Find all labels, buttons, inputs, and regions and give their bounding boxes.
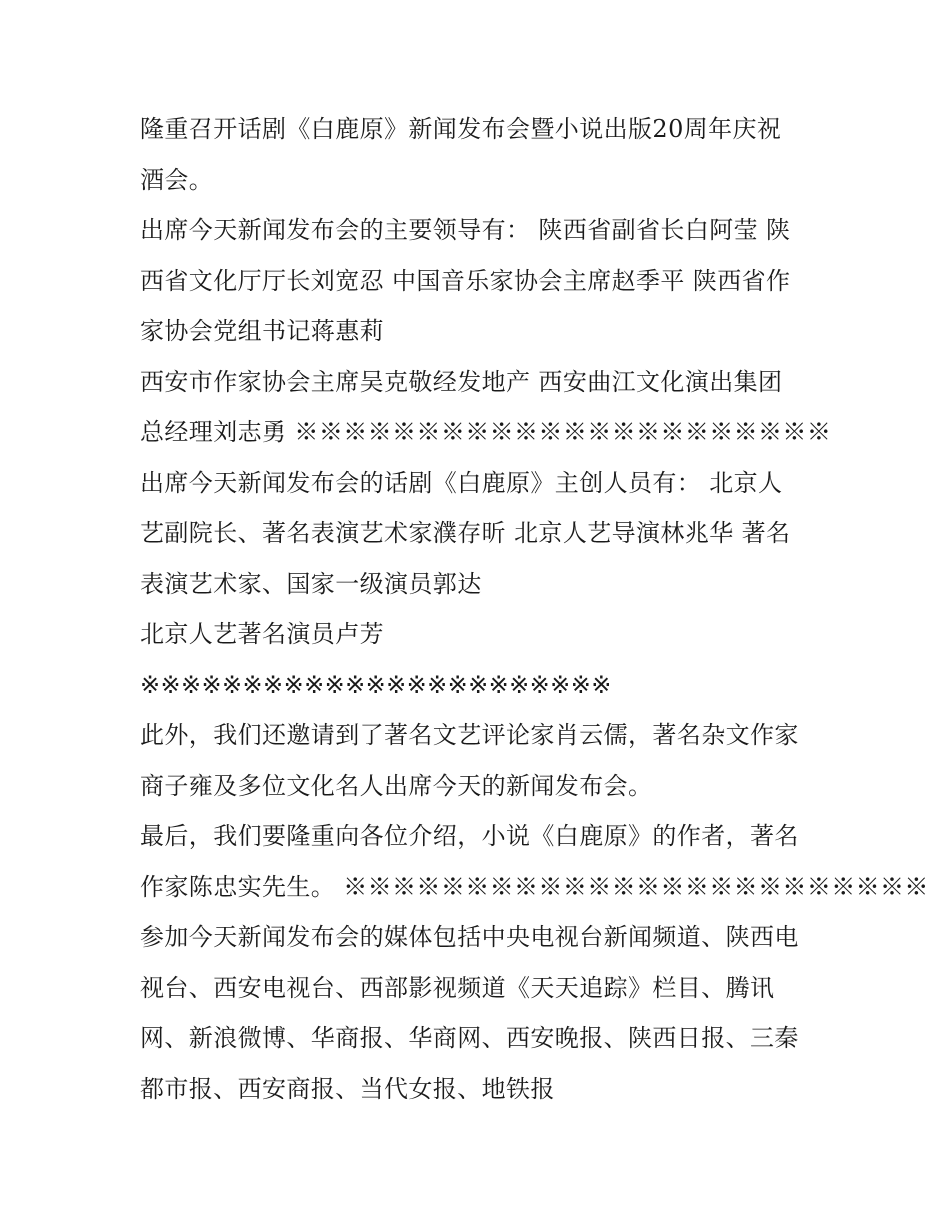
text-line: 此外，我们还邀请到了著名文艺评论家肖云儒，著名杂文作家 — [140, 721, 799, 749]
text-line: 商子雍及多位文化名人出席今天的新闻发布会。 — [140, 771, 653, 800]
text-line: 家协会党组书记蒋惠莉 — [140, 317, 384, 345]
text-line: 网、新浪微博、华商报、华商网、西安晚报、陕西日报、三秦 — [140, 1024, 799, 1052]
text-line: 最后，我们要隆重向各位介绍，小说《白鹿原》的作者，著名 — [140, 822, 799, 850]
text-line: 西省文化厅厅长刘宽忍 中国音乐家协会主席赵季平 陕西省作 — [140, 266, 791, 295]
text-line: 作家陈忠实先生。 ※※※※※※※※※※※※※※※※※※※※※※※※ — [140, 872, 929, 901]
text-line: 出席今天新闻发布会的话剧《白鹿原》主创人员有： 北京人 — [140, 468, 783, 497]
text-line: 隆重召开话剧《白鹿原》新闻发布会暨小说出版20周年庆祝 — [140, 115, 782, 143]
text-line: 北京人艺著名演员卢芳 — [140, 620, 384, 648]
text-line: ※※※※※※※※※※※※※※※※※※※※※※※ — [140, 670, 612, 699]
text-line: 出席今天新闻发布会的主要领导有： 陕西省副省长白阿莹 陕 — [140, 216, 791, 244]
document-body — [140, 104, 929, 1114]
text-line: 表演艺术家、国家一级演员郭达 — [140, 569, 482, 598]
text-line: 酒会。 — [140, 165, 214, 194]
text-line: 视台、西安电视台、西部影视频道《天天追踪》栏目、腾讯 — [140, 973, 775, 1002]
text-line: 西安市作家协会主席吴克敬经发地产 西安曲江文化演出集团 — [140, 367, 783, 396]
text-line: 总经理刘志勇 ※※※※※※※※※※※※※※※※※※※※※※ — [140, 418, 832, 446]
text-line: 艺副院长、著名表演艺术家濮存昕 北京人艺导演林兆华 著名 — [140, 519, 791, 547]
text-line: 参加今天新闻发布会的媒体包括中央电视台新闻频道、陕西电 — [140, 923, 799, 951]
text-line: 都市报、西安商报、当代女报、地铁报 — [140, 1074, 555, 1103]
